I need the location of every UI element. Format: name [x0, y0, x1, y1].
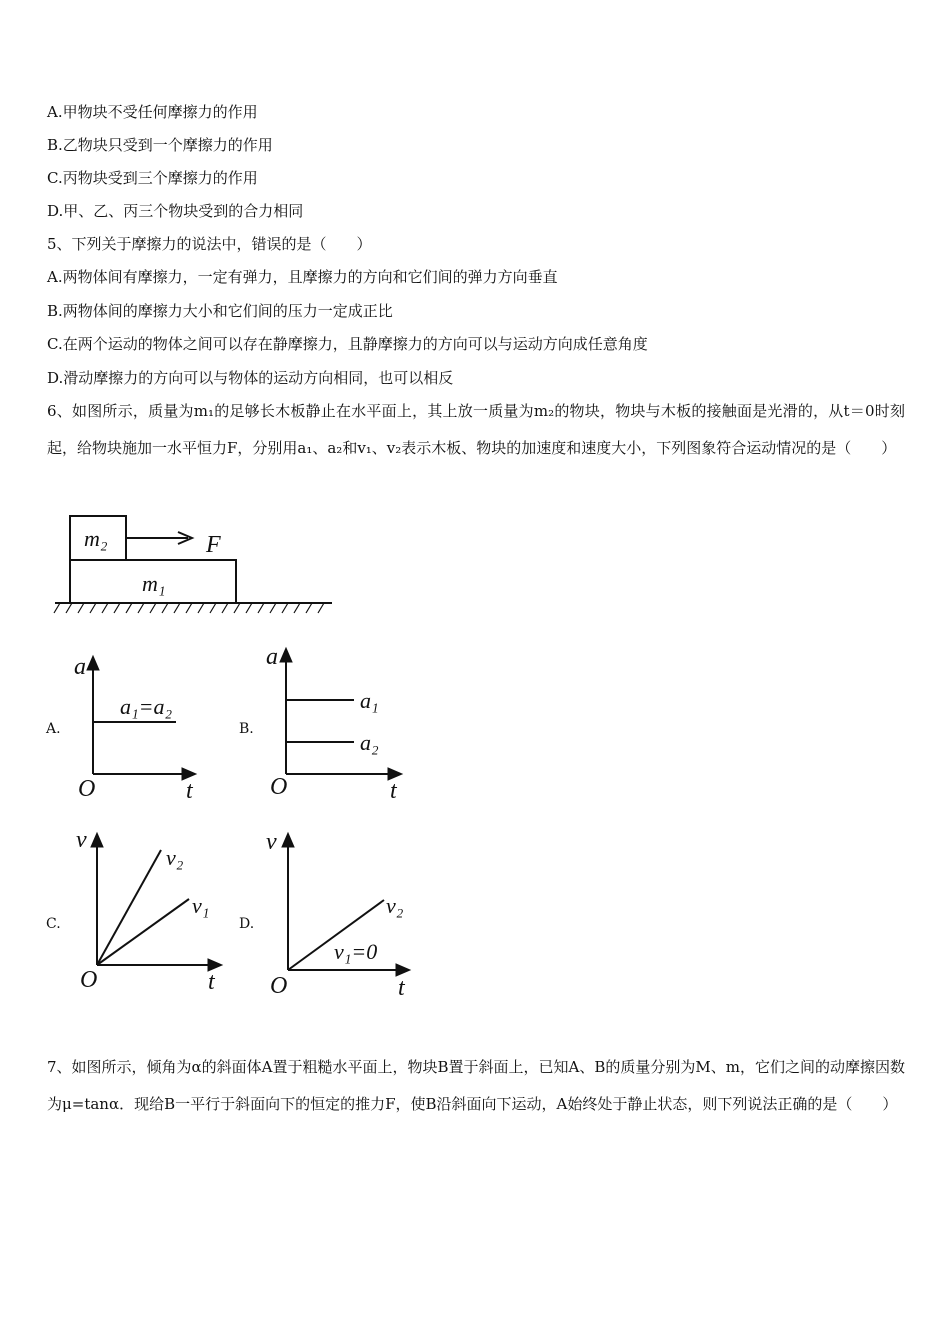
graph-c-steep-label: v₂ — [166, 845, 184, 870]
q4-option-a: A.甲物块不受任何摩擦力的作用 — [47, 103, 258, 121]
q5-stem: 5、下列关于摩擦力的说法中，错误的是（ ） — [47, 235, 372, 253]
graph-c-shallow-label: v₁ — [192, 893, 210, 918]
graph-c-x-label: t — [208, 969, 215, 995]
q5-option-a: A.两物体间有摩擦力，一定有弹力，且摩擦力的方向和它们间的弹力方向垂直 — [47, 268, 558, 286]
q4-option-d: D.甲、乙、丙三个物块受到的合力相同 — [47, 202, 304, 220]
graph-c-y-label: v — [76, 827, 87, 853]
label-m2: m₂ — [84, 526, 108, 551]
graph-c-line-shallow — [97, 899, 189, 965]
label-m1: m₁ — [142, 571, 166, 596]
graph-a-line-label: a₁=a₂ — [120, 694, 173, 719]
graph-b-lower-label: a₂ — [360, 730, 379, 755]
graph-a-x-label: t — [186, 778, 193, 804]
graph-a-origin: O — [78, 776, 96, 802]
graph-b-origin: O — [270, 774, 288, 800]
label-force: F — [206, 532, 221, 558]
q6-option-d-letter: D. — [239, 916, 255, 932]
q5-option-b: B.两物体间的摩擦力大小和它们间的压力一定成正比 — [47, 302, 393, 320]
graph-d-origin: O — [270, 973, 288, 999]
q7-stem: 7、如图所示，倾角为α的斜面体A置于粗糙水平面上，物块B置于斜面上，已知A、B的质量分别为M、m，它们之间的动摩擦因数为μ=tanα．现给B一平行于斜面向下的恒定的推力F，使B沿斜面向下运动，A始终处于静止状态，则下列说法正确的是（ ） — [47, 1058, 905, 1113]
graph-c-line-steep — [97, 850, 161, 965]
q5-option-c: C.在两个运动的物体之间可以存在静摩擦力，且静摩擦力的方向可以与运动方向成任意角度 — [47, 335, 648, 353]
graph-b-upper-label: a₁ — [360, 688, 379, 713]
q6-option-b-letter: B. — [239, 721, 254, 737]
q6-option-c-letter: C. — [46, 916, 61, 932]
q6-graph-a — [70, 648, 210, 808]
graph-d-zero-label: v₁=0 — [334, 939, 378, 964]
q6-graph-d — [262, 825, 422, 1003]
graph-c-origin: O — [80, 967, 98, 993]
ground-hatch — [54, 603, 324, 613]
q6-stem: 6、如图所示，质量为m₁的足够长木板静止在水平面上，其上放一质量为m₂的物块，物块与木板的接触面是光滑的，从t＝0时刻起，给物块施加一水平恒力F，分别用a₁、a₂和v₁、v₂表示木板、物块的加速度和速度大小，下列图象符合运动情况的是（ ） — [47, 402, 905, 457]
q6-graph-c — [70, 825, 230, 1000]
graph-d-y-label: v — [266, 829, 277, 855]
q6-graph-b — [262, 642, 412, 808]
graph-b-x-label: t — [390, 778, 397, 804]
q5-option-d: D.滑动摩擦力的方向可以与物体的运动方向相同，也可以相反 — [47, 369, 454, 387]
q6-block-figure — [50, 508, 340, 618]
q4-option-b: B.乙物块只受到一个摩擦力的作用 — [47, 136, 273, 154]
graph-d-x-label: t — [398, 975, 405, 1001]
graph-b-y-label: a — [266, 644, 278, 670]
graph-a-y-label: a — [74, 654, 86, 680]
q6-option-a-letter: A. — [46, 721, 61, 737]
q4-option-c: C.丙物块受到三个摩擦力的作用 — [47, 169, 258, 187]
graph-d-line-label: v₂ — [386, 893, 404, 918]
